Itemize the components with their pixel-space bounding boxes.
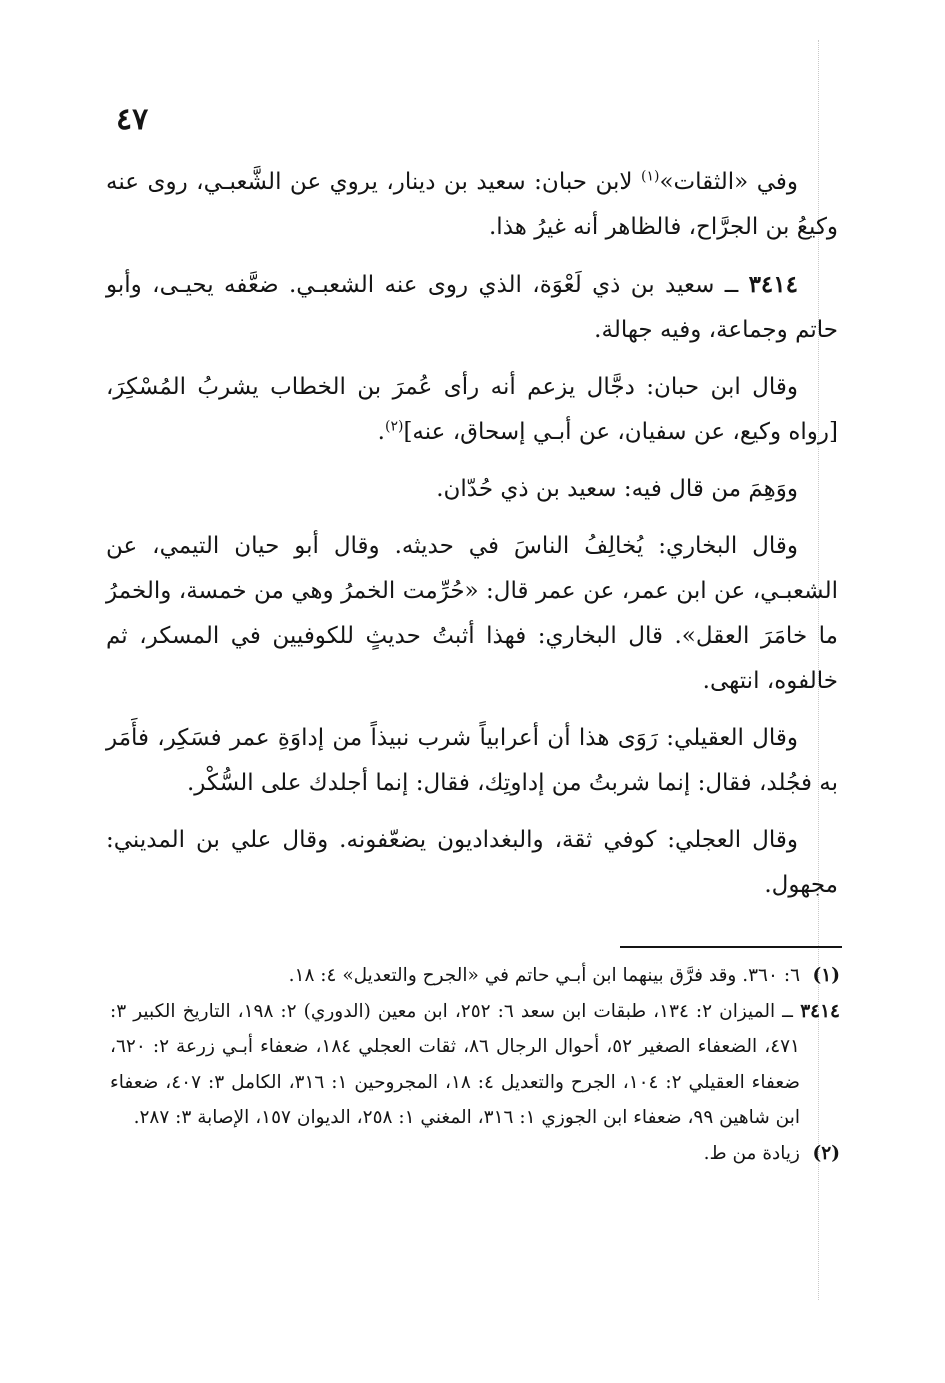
footnote-text: ــ الميزان ٢: ١٣٤، طبقات ابن سعد ٦: ٢٥٢، ابن معين (الدوري) ٢: ١٩٨، التاريخ الكبير ٣: ٤٧١، الضعفاء الصغير ٥٢، أحوال الرجال ٨٦، ثقات العجلي ١٨٤، ضعفاء أبـي زرعة ٢: ٦٢٠، ضعفاء العقيلي ٢: ١٠٤، الجرح والتعديل ٤: ١٨، المجروحين ١: ٣١٦، الكامل ٣: ٤٠٧، ضعفاء ابن شاهين ٩٩، ضعفاء ابن الجوزي ١: ٣١٦، المغني ١: ٢٥٨، الديوان ١٥٧، الإصابة ٣: ٢٨٧. bbox=[110, 1000, 800, 1128]
footnote-number: (١) bbox=[812, 965, 840, 986]
paragraph-text: لابن حبان: سعيد بن دينار، يروي عن الشَّعبـي، روى عنه وكيعُ بن الجرَّاح، فالظاهر أنه غيرُ هذا. bbox=[106, 169, 838, 240]
footnote-text: ٦: ٣٦٠. وقد فرَّق بينهما ابن أبـي حاتم في «الجرح والتعديل» ٤: ١٨. bbox=[288, 965, 800, 986]
paragraph-text: . bbox=[377, 419, 385, 445]
paragraph-uqayli: وقال العقيلي: رَوَى هذا أن أعرابياً شرب نبيذاً من إداوَةِ عمر فسَكِر، فأَمَر به فجُلد، فقال: إنما شربتُ من إداوتِك، فقال: إنما أجلدك على السُّكْر. bbox=[106, 725, 838, 796]
footnote-entry-sources bbox=[110, 994, 840, 1136]
paragraph-thiqat bbox=[106, 160, 838, 250]
paragraph-wahima: ووَهِمَ من قال فيه: سعيد بن ذي حُدّان. bbox=[436, 476, 798, 502]
footnotes bbox=[110, 958, 840, 1171]
paragraph-text: وقال ابن حبان: دجَّال يزعم أنه رأى عُمرَ بن الخطاب يشربُ المُسْكِرَ، [رواه وكيع، عن سفيان، عن أبـي إسحاق، عنه] bbox=[106, 374, 838, 445]
footnote-2 bbox=[110, 1136, 840, 1172]
footnote-separator bbox=[620, 946, 842, 948]
footnote-1 bbox=[110, 958, 840, 994]
paragraph-ijli: وقال العجلي: كوفي ثقة، والبغداديون يضعّفونه. وقال علي بن المديني: مجهول. bbox=[106, 827, 838, 898]
entry-text: ــ سعيد بن ذي لَعْوَة، الذي روى عنه الشعبـي. ضعَّفه يحيـى، وأبو حاتم وجماعة، وفيه جهالة. bbox=[106, 272, 838, 343]
page-number: ٤٧ bbox=[116, 102, 149, 137]
footnote-number: ٣٤١٤ bbox=[800, 1000, 840, 1022]
paragraph-ibn-hibban bbox=[106, 365, 838, 455]
paragraph-text: وفي «الثقات» bbox=[659, 169, 798, 195]
entry-number: ٣٤١٤ bbox=[748, 271, 798, 298]
footnote-text: زيادة من ط. bbox=[703, 1142, 800, 1164]
entry-3414 bbox=[106, 262, 838, 353]
main-text bbox=[106, 160, 838, 920]
footnote-number: (٢) bbox=[812, 1142, 840, 1164]
footnote-ref-1[interactable]: (١) bbox=[640, 168, 660, 185]
paragraph-bukhari: وقال البخاري: يُخالِفُ الناسَ في حديثه. وقال أبو حيان التيمي، عن الشعبـي، عن ابن عمر، عن عمر قال: «حُرِّمت الخمرُ وهي من خمسة، والخمرُ ما خامَرَ العقل». قال البخاري: فهذا أثبتُ حديثٍ للكوفيين في المسكر، ثم خالفوه، انتهى. bbox=[106, 533, 838, 694]
footnote-ref-2[interactable]: (٢) bbox=[384, 418, 404, 435]
